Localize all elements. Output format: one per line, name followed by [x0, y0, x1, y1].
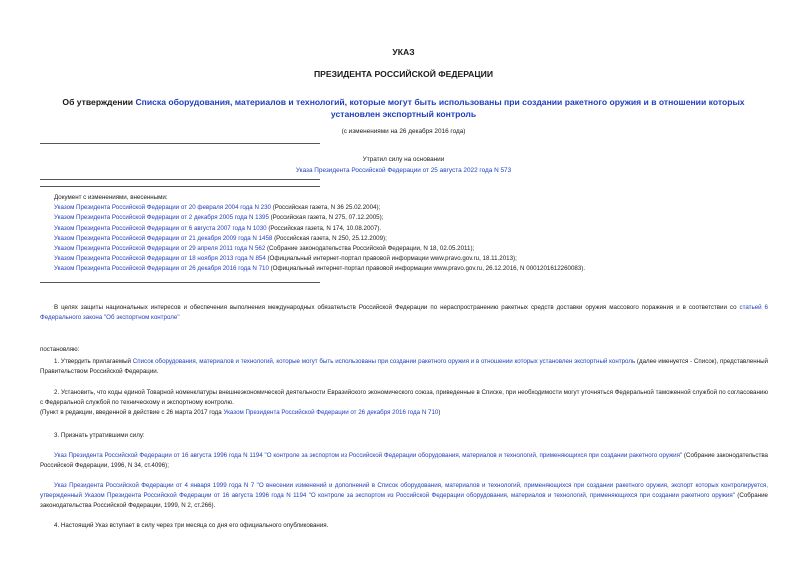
paragraph-3b	[40, 481, 768, 511]
amendment-link[interactable]: Указом Президента Российской Федерации от 20 февраля 2004 года N 230	[54, 204, 271, 212]
paragraph-2-note	[40, 408, 768, 418]
export-control-law-link[interactable]: статьей 6 Федерального закона "Об экспортном контроле"	[40, 304, 769, 322]
amendment-link[interactable]: Указом Президента Российской Федерации от 18 ноября 2013 года N 854	[54, 255, 266, 263]
document-type-title: УКАЗ	[392, 47, 415, 57]
p1-prefix: 1. Утвердить прилагаемый	[54, 358, 133, 365]
repealed-decree-1194-link[interactable]: Указ Президента Российской Федерации от 16 августа 1996 года N 1194 "О контроле за экспортом из Российской Федерации оборудования, материалов и технологий, применяющихся при создании ракетного оружия"	[54, 452, 683, 459]
issuer-title: ПРЕЗИДЕНТА РОССИЙСКОЙ ФЕДЕРАЦИИ	[313, 69, 494, 79]
changes-heading: Документ с изменениями, внесенными:	[54, 194, 168, 201]
amendment-link[interactable]: Указом Президента Российской Федерации от 6 августа 2007 года N 1030	[54, 224, 267, 232]
p1-suffix: (далее именуется - Список), представленный Правительством Российской Федерации.	[40, 358, 768, 376]
subject-list-link[interactable]: Списка оборудования, материалов и технологий, которые могут быть использованы при создании ракетного оружия и в отношении которых установлен экспортный контроль	[135, 97, 745, 119]
amendment-link[interactable]: Указом Президента Российской Федерации от 21 декабря 2009 года N 1458	[54, 234, 273, 242]
list-item	[54, 213, 774, 223]
amendment-source: (Российская газета, N 36 25.02.2004);	[270, 204, 381, 212]
p2-note-suffix: )	[438, 409, 441, 416]
p2-note-prefix: (Пункт в редакции, введенной в действие с 26 марта 2017 года	[40, 409, 224, 416]
intro-paragraph	[40, 303, 768, 323]
list-item	[54, 234, 774, 244]
divider	[40, 143, 320, 144]
amendment-source: (Российская газета, N 275, 07.12.2005);	[268, 214, 384, 222]
amendment-source: (Официальный интернет-портал правовой информации www.pravo.gov.ru, 26.12.2016, N 0001201612260083).	[268, 265, 586, 273]
paragraph-3-heading: 3. Признать утратившими силу:	[54, 432, 145, 439]
approved-list-link[interactable]: Список оборудования, материалов и технологий, которые могут быть использованы при создании ракетного оружия и в отношении которых установлен экспортный контроль	[132, 358, 636, 365]
list-item	[54, 254, 774, 264]
paragraph-2: 2. Установить, что коды единой Товарной номенклатуры внешнеэкономической деятельности Евразийского экономического союза, приведенные в Списке, при необходимости могут уточняться Федеральной таможенной службой по согласованию с Федеральной службой по техническому и экспортному контролю.	[40, 389, 768, 407]
repealed-decree-7-link[interactable]: Указ Президента Российской Федерации от 4 января 1999 года N 7 "О внесении изменений и дополнений в Список оборудования, материалов и технологий, применяющихся при создании ракетного оружия, экспорт которых контролируется, утвержденный Указом Президента Российской Федерации от 16 августа 1996 года N 1194 "О контроле за экспортом из Российской Федерации оборудования, материалов и технологий, применяющихся при создании ракетного оружия"	[40, 482, 768, 500]
amendment-source: (Российская газета, N 174, 10.08.2007).	[266, 224, 382, 232]
amendment-link[interactable]: Указом Президента Российской Федерации от 29 апреля 2011 года N 562	[54, 244, 266, 252]
paragraph-3a	[40, 451, 768, 471]
p3b-suffix: (Собрание законодательства Российской Федерации, 1999, N 2, ст.266).	[40, 492, 768, 510]
paragraph-4: 4. Настоящий Указ вступает в силу через три месяца со дня его официального опубликования.	[54, 522, 329, 529]
p3a-suffix: (Собрание законодательства Российской Федерации, 1996, N 34, ст.4096);	[40, 452, 768, 470]
amendment-source: (Официальный интернет-портал правовой информации www.pravo.gov.ru, 18.11.2013);	[265, 255, 517, 263]
list-item	[54, 264, 774, 274]
decree-word: постановляю:	[40, 346, 80, 353]
paragraph-1	[40, 357, 768, 377]
amendment-source: (Собрание законодательства Российской Федерации, N 18, 02.05.2011);	[265, 244, 475, 252]
list-item	[54, 203, 774, 213]
intro-text: В целях защиты национальных интересов и обеспечения выполнения международных обязательств Российской Федерации по нераспространению ракетных средств доставки оружия массового поражения и в соответствии со	[54, 304, 740, 311]
amendment-note: (с изменениями на 26 декабря 2016 года)	[341, 128, 466, 135]
divider	[40, 186, 320, 187]
list-item	[54, 224, 774, 234]
list-item	[54, 244, 774, 254]
document-subject	[40, 97, 767, 120]
changes-list	[54, 193, 774, 274]
divider	[40, 282, 320, 283]
amendment-link[interactable]: Указом Президента Российской Федерации от 2 декабря 2005 года N 1395	[54, 214, 269, 222]
lost-force-link[interactable]: Указа Президента Российской Федерации от 25 августа 2022 года N 573	[295, 167, 512, 174]
divider	[40, 179, 320, 180]
p2-note-link[interactable]: Указом Президента Российской Федерации от 26 декабря 2016 года N 710	[223, 409, 439, 416]
subject-prefix: Об утверждении	[62, 97, 136, 107]
lost-force-label: Утратил силу на основании	[362, 156, 445, 163]
amendment-link[interactable]: Указом Президента Российской Федерации от 26 декабря 2016 года N 710	[54, 265, 269, 273]
amendment-source: (Российская газета, N 250, 25.12.2009);	[272, 234, 387, 242]
